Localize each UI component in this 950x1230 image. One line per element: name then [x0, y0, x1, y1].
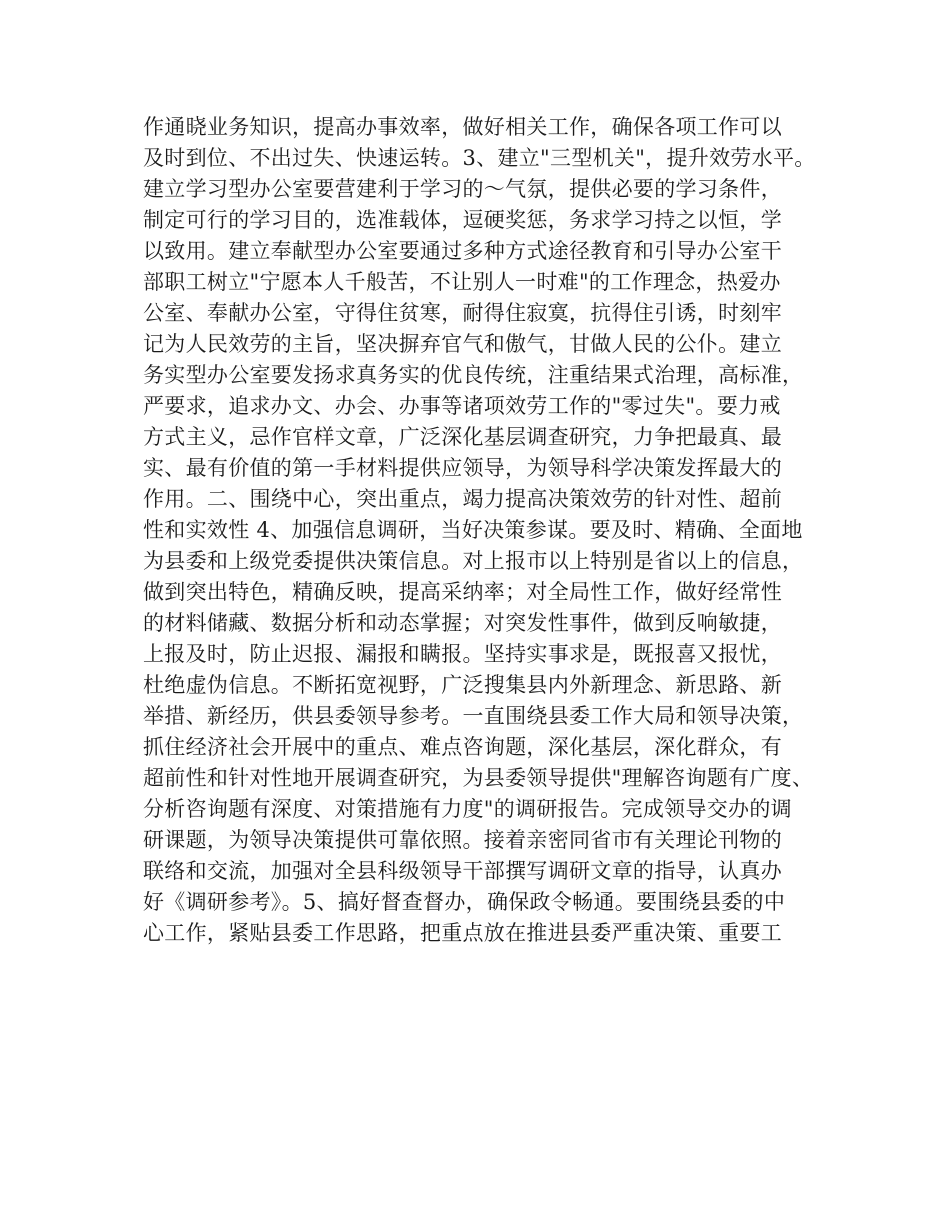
- text-line: 以致用。建立奉献型办公室要通过多种方式途径教育和引导办公室干: [143, 239, 782, 263]
- text-line: 性和实效性 4、加强信息调研，当好决策参谋。要及时、精确、全面地: [143, 518, 803, 542]
- text-line: 联络和交流，加强对全县科级领导干部撰写调研文章的指导，认真办: [143, 859, 782, 883]
- text-line: 上报及时，防止迟报、漏报和瞒报。坚持实事求是，既报喜又报忧，: [143, 642, 782, 666]
- text-line: 记为人民效劳的主旨，坚决摒弃官气和傲气，甘做人民的公仆。建立: [143, 332, 782, 356]
- text-line: 实、最有价值的第一手材料提供应领导，为领导科学决策发挥最大的: [143, 456, 782, 480]
- body-text: [143, 112, 863, 949]
- text-line: 做到突出特色，精确反映，提高采纳率；对全局性工作，做好经常性: [143, 580, 782, 604]
- text-line: 作通晓业务知识，提高办事效率，做好相关工作，确保各项工作可以: [143, 115, 782, 139]
- text-line: 好《调研参考》。5、搞好督查督办，确保政令畅通。要围绕县委的中: [143, 890, 786, 914]
- text-line: 杜绝虚伪信息。不断拓宽视野，广泛搜集县内外新理念、新思路、新: [143, 673, 782, 697]
- text-line: 研课题，为领导决策提供可靠依照。接着亲密同省市有关理论刊物的: [143, 828, 782, 852]
- text-line: 务实型办公室要发扬求真务实的优良传统，注重结果式治理，高标准，: [143, 363, 804, 387]
- text-line: 作用。二、围绕中心，突出重点，竭力提高决策效劳的针对性、超前: [143, 487, 782, 511]
- text-line: 公室、奉献办公室，守得住贫寒，耐得住寂寞，抗得住引诱，时刻牢: [143, 301, 782, 325]
- text-line: 举措、新经历，供县委领导参考。一直围绕县委工作大局和领导决策，: [143, 704, 804, 728]
- text-line: 部职工树立"宁愿本人千般苦，不让别人一时难"的工作理念，热爱办: [143, 270, 781, 294]
- text-line: 建立学习型办公室要营建利于学习的～气氛，提供必要的学习条件，: [143, 177, 782, 201]
- text-line: 的材料储藏、数据分析和动态掌握；对突发性事件，做到反响敏捷，: [143, 611, 782, 635]
- text-line: 超前性和针对性地开展调查研究，为县委领导提供"理解咨询题有广度、: [143, 766, 814, 790]
- text-line: 心工作，紧贴县委工作思路，把重点放在推进县委严重决策、重要工: [143, 921, 782, 945]
- text-line: 分析咨询题有深度、对策措施有力度"的调研报告。完成领导交办的调: [143, 797, 792, 821]
- text-line: 制定可行的学习目的，选准载体，逗硬奖惩，务求学习持之以恒，学: [143, 208, 782, 232]
- text-line: 抓住经济社会开展中的重点、难点咨询题，深化基层，深化群众，有: [143, 735, 782, 759]
- text-line: 方式主义，忌作官样文章，广泛深化基层调查研究，力争把最真、最: [143, 425, 782, 449]
- text-line: 严要求，追求办文、办会、办事等诸项效劳工作的"零过失"。要力戒: [143, 394, 781, 418]
- text-line: 为县委和上级党委提供决策信息。对上报市以上特别是省以上的信息，: [143, 549, 804, 573]
- text-line: 及时到位、不出过失、快速运转。3、建立"三型机关"，提升效劳水平。: [143, 146, 816, 170]
